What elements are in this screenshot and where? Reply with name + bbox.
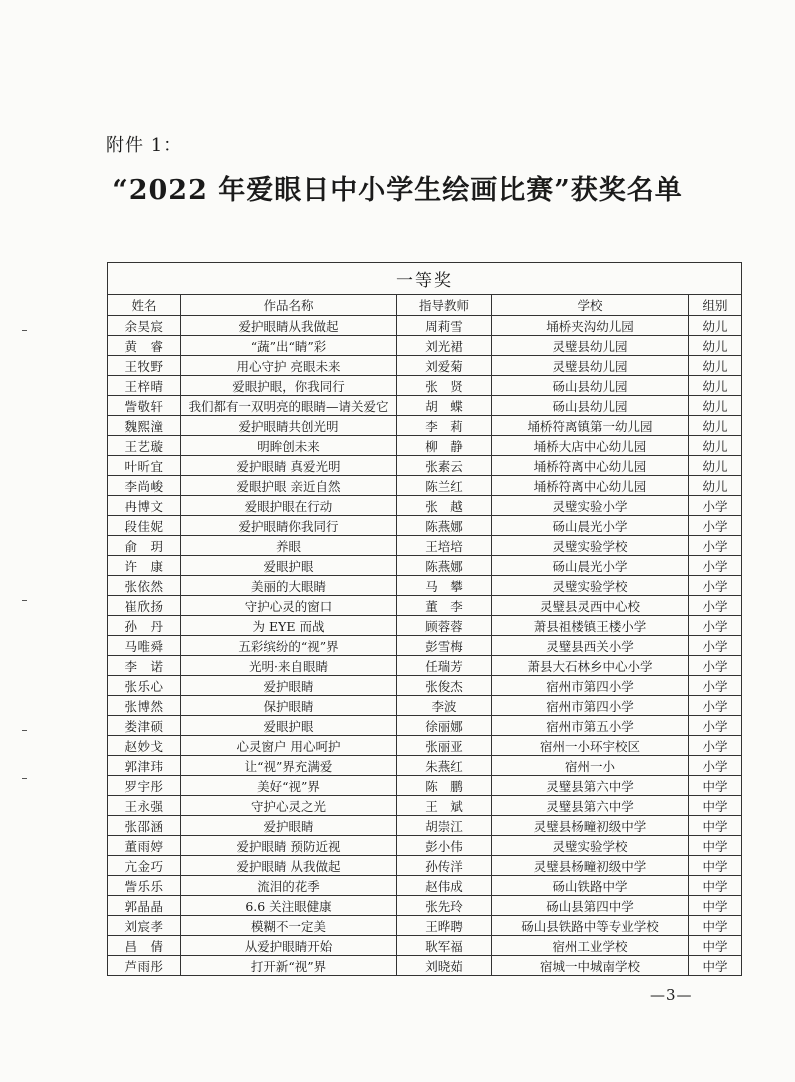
artwork-title-cell: 从爱护眼睛开始 [181,936,397,956]
table-row [108,496,742,516]
student-name-cell: 王艺璇 [108,436,181,456]
group-cell: 小学 [689,716,742,736]
school-cell: 灵璧实验学校 [492,836,689,856]
artwork-title-cell: 爱护眼睛 从我做起 [181,856,397,876]
award-table [107,262,742,976]
teacher-cell: 张俊杰 [397,676,492,696]
table-row [108,456,742,476]
column-header: 指导教师 [397,295,492,316]
group-cell: 小学 [689,756,742,776]
column-header-row [108,295,742,316]
school-cell: 宿州工业学校 [492,936,689,956]
student-name-cell: 赵妙戈 [108,736,181,756]
teacher-cell: 孙传洋 [397,856,492,876]
school-cell: 宿州一小环宇校区 [492,736,689,756]
artwork-title-cell: 守护心灵之光 [181,796,397,816]
group-cell: 中学 [689,776,742,796]
award-table-body [108,316,742,976]
student-name-cell: 张博然 [108,696,181,716]
artwork-title-cell: 光明·来自眼睛 [181,656,397,676]
student-name-cell: 王永强 [108,796,181,816]
teacher-cell: 周莉雪 [397,316,492,336]
artwork-title-cell: 养眼 [181,536,397,556]
student-name-cell: 王梓晴 [108,376,181,396]
column-header: 作品名称 [181,295,397,316]
teacher-cell: 刘爱菊 [397,356,492,376]
teacher-cell: 陈 鹏 [397,776,492,796]
artwork-title-cell: 用心守护 亮眼未来 [181,356,397,376]
group-cell: 中学 [689,796,742,816]
student-name-cell: 黄 睿 [108,336,181,356]
school-cell: 灵璧实验学校 [492,576,689,596]
scan-mark [22,330,27,331]
table-row [108,416,742,436]
table-row [108,656,742,676]
group-cell: 小学 [689,576,742,596]
student-name-cell: 訾敬轩 [108,396,181,416]
table-row [108,576,742,596]
group-cell: 中学 [689,856,742,876]
table-row [108,376,742,396]
artwork-title-cell: 模糊不一定美 [181,916,397,936]
teacher-cell: 徐丽娜 [397,716,492,736]
school-cell: 砀山县铁路中等专业学校 [492,916,689,936]
table-row [108,856,742,876]
student-name-cell: 芦雨彤 [108,956,181,976]
teacher-cell: 李 莉 [397,416,492,436]
school-cell: 砀山县幼儿园 [492,396,689,416]
table-row [108,396,742,416]
school-cell: 灵璧县幼儿园 [492,356,689,376]
artwork-title-cell: 为 EYE 而战 [181,616,397,636]
group-cell: 小学 [689,736,742,756]
document-title: “2022 年爱眼日中小学生绘画比赛”获奖名单 [112,175,683,206]
group-cell: 幼儿 [689,416,742,436]
school-cell: 埇桥符离镇第一幼儿园 [492,416,689,436]
teacher-cell: 陈燕娜 [397,516,492,536]
student-name-cell: 孙 丹 [108,616,181,636]
school-cell: 灵璧实验小学 [492,496,689,516]
artwork-title-cell: 打开新“视”界 [181,956,397,976]
column-header: 组别 [689,295,742,316]
teacher-cell: 陈兰红 [397,476,492,496]
teacher-cell: 张 贤 [397,376,492,396]
table-row [108,736,742,756]
scan-mark [22,730,27,731]
school-cell: 埇桥夹沟幼儿园 [492,316,689,336]
teacher-cell: 刘晓茹 [397,956,492,976]
group-cell: 小学 [689,516,742,536]
table-row [108,756,742,776]
teacher-cell: 张丽亚 [397,736,492,756]
scan-mark [22,600,27,601]
student-name-cell: 郭晶晶 [108,896,181,916]
school-cell: 灵璧县幼儿园 [492,336,689,356]
group-cell: 小学 [689,536,742,556]
table-row [108,676,742,696]
teacher-cell: 胡 蝶 [397,396,492,416]
group-cell: 幼儿 [689,456,742,476]
table-row [108,336,742,356]
student-name-cell: 俞 玥 [108,536,181,556]
teacher-cell: 王培培 [397,536,492,556]
student-name-cell: 张依然 [108,576,181,596]
artwork-title-cell: 明眸创未来 [181,436,397,456]
teacher-cell: 陈燕娜 [397,556,492,576]
group-cell: 幼儿 [689,316,742,336]
teacher-cell: 朱燕红 [397,756,492,776]
artwork-title-cell: 爱护眼睛 [181,816,397,836]
teacher-cell: 张 越 [397,496,492,516]
group-cell: 幼儿 [689,336,742,356]
school-cell: 灵璧县灵西中心校 [492,596,689,616]
school-cell: 宿州市第五小学 [492,716,689,736]
school-cell: 灵璧实验学校 [492,536,689,556]
school-cell: 萧县大石林乡中心小学 [492,656,689,676]
table-row [108,616,742,636]
teacher-cell: 张先玲 [397,896,492,916]
table-row [108,536,742,556]
artwork-title-cell: “蔬”出“睛”彩 [181,336,397,356]
page-number: —3— [650,986,693,1004]
teacher-cell: 顾蓉蓉 [397,616,492,636]
school-cell: 宿州市第四小学 [492,696,689,716]
school-cell: 砀山县幼儿园 [492,376,689,396]
table-row [108,596,742,616]
artwork-title-cell: 爱护眼睛你我同行 [181,516,397,536]
group-cell: 小学 [689,636,742,656]
school-cell: 宿城一中城南学校 [492,956,689,976]
teacher-cell: 王 斌 [397,796,492,816]
table-row [108,916,742,936]
group-cell: 小学 [689,696,742,716]
artwork-title-cell: 美丽的大眼睛 [181,576,397,596]
group-cell: 中学 [689,876,742,896]
artwork-title-cell: 让“视”界充满爱 [181,756,397,776]
student-name-cell: 余昊宸 [108,316,181,336]
artwork-title-cell: 爱护眼睛 预防近视 [181,836,397,856]
student-name-cell: 罗宇彤 [108,776,181,796]
group-cell: 小学 [689,496,742,516]
group-cell: 小学 [689,676,742,696]
school-cell: 宿州一小 [492,756,689,776]
group-cell: 幼儿 [689,376,742,396]
school-cell: 砀山晨光小学 [492,556,689,576]
column-header: 学校 [492,295,689,316]
table-row [108,876,742,896]
student-name-cell: 昌 倩 [108,936,181,956]
student-name-cell: 崔欣扬 [108,596,181,616]
student-name-cell: 马唯舜 [108,636,181,656]
teacher-cell: 李波 [397,696,492,716]
artwork-title-cell: 爱护眼睛 真爱光明 [181,456,397,476]
table-row [108,636,742,656]
school-cell: 宿州市第四小学 [492,676,689,696]
student-name-cell: 董雨婷 [108,836,181,856]
teacher-cell: 彭小伟 [397,836,492,856]
group-cell: 小学 [689,556,742,576]
table-row [108,316,742,336]
artwork-title-cell: 我们都有一双明亮的眼睛—请关爱它 [181,396,397,416]
teacher-cell: 胡崇江 [397,816,492,836]
student-name-cell: 段佳妮 [108,516,181,536]
teacher-cell: 赵伟成 [397,876,492,896]
group-cell: 幼儿 [689,356,742,376]
group-cell: 幼儿 [689,476,742,496]
group-cell: 中学 [689,916,742,936]
artwork-title-cell: 爱眼护眼，你我同行 [181,376,397,396]
table-row [108,776,742,796]
table-row [108,436,742,456]
school-cell: 埇桥符离中心幼儿园 [492,476,689,496]
group-cell: 中学 [689,896,742,916]
student-name-cell: 叶昕宜 [108,456,181,476]
group-cell: 幼儿 [689,436,742,456]
table-row [108,476,742,496]
artwork-title-cell: 心灵窗户 用心呵护 [181,736,397,756]
school-cell: 灵璧县杨疃初级中学 [492,856,689,876]
group-cell: 中学 [689,936,742,956]
table-row [108,816,742,836]
school-cell: 灵璧县杨疃初级中学 [492,816,689,836]
table-row [108,696,742,716]
group-cell: 中学 [689,956,742,976]
student-name-cell: 许 康 [108,556,181,576]
table-row [108,716,742,736]
table-row [108,936,742,956]
teacher-cell: 董 李 [397,596,492,616]
group-cell: 幼儿 [689,396,742,416]
student-name-cell: 张邵涵 [108,816,181,836]
artwork-title-cell: 爱眼护眼 [181,716,397,736]
table-row [108,836,742,856]
artwork-title-cell: 爱护眼睛共创光明 [181,416,397,436]
table-row [108,516,742,536]
table-row [108,556,742,576]
teacher-cell: 耿军福 [397,936,492,956]
artwork-title-cell: 爱眼护眼 [181,556,397,576]
student-name-cell: 李尚峻 [108,476,181,496]
teacher-cell: 刘光裙 [397,336,492,356]
table-row [108,896,742,916]
school-cell: 砀山晨光小学 [492,516,689,536]
school-cell: 砀山铁路中学 [492,876,689,896]
group-cell: 中学 [689,816,742,836]
student-name-cell: 王牧野 [108,356,181,376]
artwork-title-cell: 流泪的花季 [181,876,397,896]
student-name-cell: 冉博文 [108,496,181,516]
artwork-title-cell: 守护心灵的窗口 [181,596,397,616]
artwork-title-cell: 爱护眼睛从我做起 [181,316,397,336]
group-cell: 中学 [689,836,742,856]
student-name-cell: 娄津硕 [108,716,181,736]
student-name-cell: 刘宸孝 [108,916,181,936]
student-name-cell: 魏熙潼 [108,416,181,436]
school-cell: 埇桥大店中心幼儿园 [492,436,689,456]
student-name-cell: 郭津玮 [108,756,181,776]
teacher-cell: 彭雪梅 [397,636,492,656]
table-row [108,956,742,976]
artwork-title-cell: 五彩缤纷的“视”界 [181,636,397,656]
school-cell: 灵璧县第六中学 [492,796,689,816]
group-cell: 小学 [689,596,742,616]
teacher-cell: 柳 静 [397,436,492,456]
table-row [108,356,742,376]
student-name-cell: 訾乐乐 [108,876,181,896]
artwork-title-cell: 爱眼护眼 亲近自然 [181,476,397,496]
group-cell: 小学 [689,656,742,676]
prize-heading: 一等奖 [108,263,742,295]
school-cell: 砀山县第四中学 [492,896,689,916]
school-cell: 灵璧县西关小学 [492,636,689,656]
teacher-cell: 任瑞芳 [397,656,492,676]
artwork-title-cell: 爱眼护眼在行动 [181,496,397,516]
table-row [108,796,742,816]
column-header: 姓名 [108,295,181,316]
scan-mark [22,778,27,779]
artwork-title-cell: 美好“视”界 [181,776,397,796]
school-cell: 萧县祖楼镇王楼小学 [492,616,689,636]
teacher-cell: 张素云 [397,456,492,476]
artwork-title-cell: 保护眼睛 [181,696,397,716]
student-name-cell: 张乐心 [108,676,181,696]
student-name-cell: 李 诺 [108,656,181,676]
artwork-title-cell: 爱护眼睛 [181,676,397,696]
student-name-cell: 亢金巧 [108,856,181,876]
group-cell: 小学 [689,616,742,636]
school-cell: 埇桥符离中心幼儿园 [492,456,689,476]
attachment-label: 附件 1： [106,135,183,156]
teacher-cell: 王晔聘 [397,916,492,936]
school-cell: 灵璧县第六中学 [492,776,689,796]
artwork-title-cell: 6.6 关注眼健康 [181,896,397,916]
teacher-cell: 马 攀 [397,576,492,596]
